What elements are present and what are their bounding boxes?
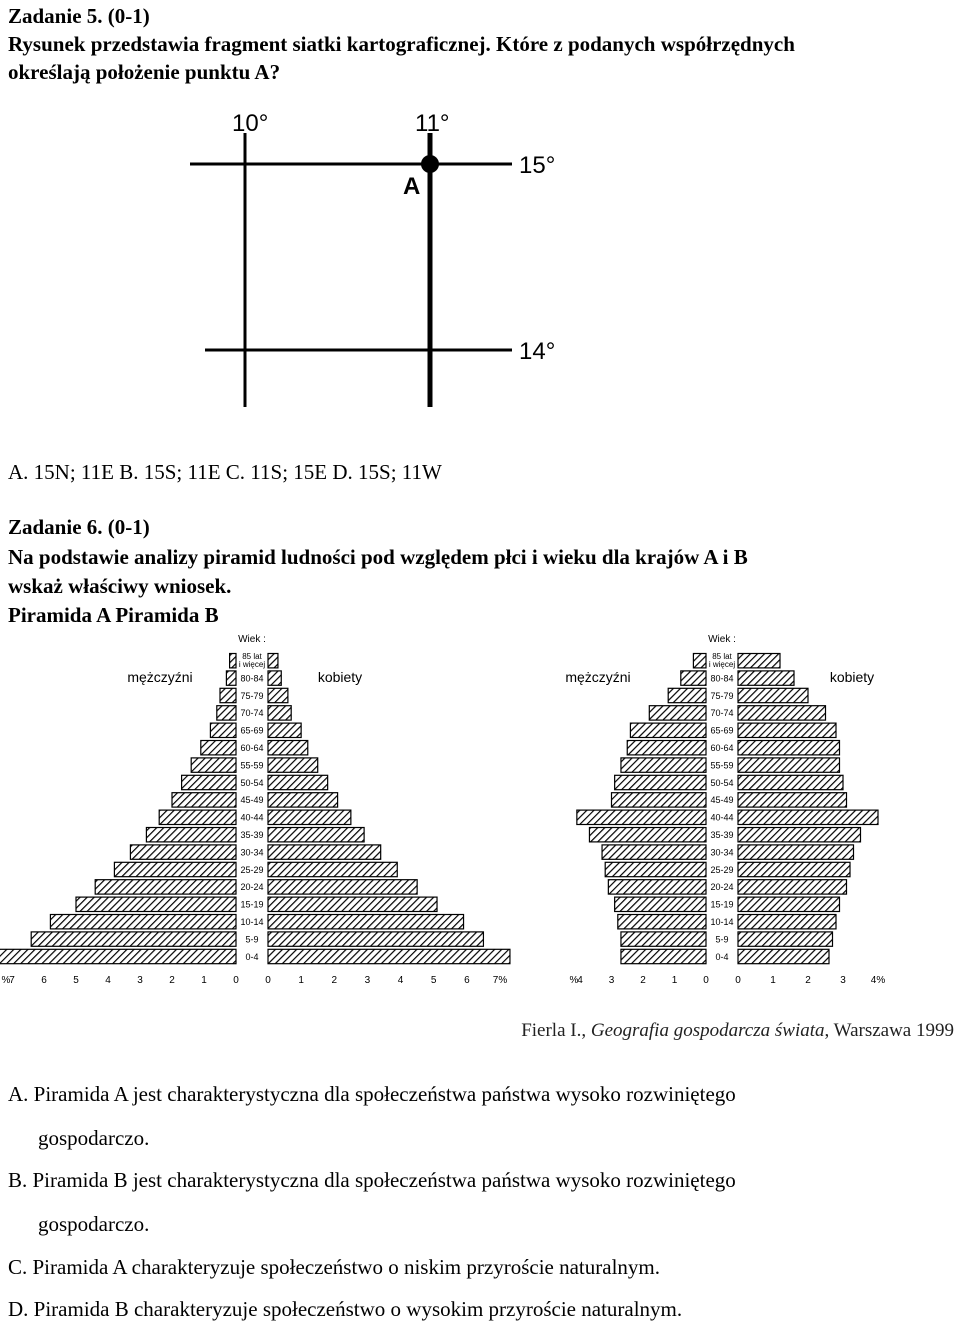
- bar-men-6: [191, 758, 236, 772]
- tick-right-0: 0: [265, 975, 271, 987]
- age-label-7: 50-54: [240, 777, 264, 788]
- bar-men-1: [226, 671, 236, 685]
- age-label-2: 75-79: [710, 690, 734, 701]
- age-label-14: 15-19: [710, 899, 734, 910]
- age-label-17: 0-4: [245, 951, 259, 962]
- bar-women-8: [738, 793, 847, 807]
- age-label-5: 60-64: [240, 743, 264, 753]
- bar-women-10: [738, 828, 861, 842]
- bar-women-9: [268, 810, 351, 824]
- task6-subtitle: Piramida A Piramida B: [8, 603, 219, 627]
- bar-men-3: [217, 706, 236, 720]
- bar-men-12: [114, 862, 236, 876]
- bar-women-7: [268, 775, 328, 789]
- tick-left-0: %: [1, 975, 11, 987]
- bar-men-0: [230, 654, 236, 668]
- age-label-4: 65-69: [710, 725, 734, 736]
- tick-right-5: 5: [430, 975, 437, 987]
- bar-women-16: [268, 932, 483, 946]
- bar-women-0: [738, 654, 780, 668]
- credit-author: Fierla I.,: [521, 1020, 591, 1041]
- age-label-6: 55-59: [240, 760, 264, 771]
- tick-left-3: 5: [73, 975, 79, 987]
- bar-men-14: [615, 897, 706, 911]
- point-a-label: A: [403, 173, 421, 200]
- age-label-14: 15-19: [240, 899, 264, 910]
- bar-men-4: [630, 723, 706, 737]
- age-label-17: 0-4: [715, 951, 729, 962]
- bar-men-7: [615, 775, 706, 789]
- age-label-6: 55-59: [710, 760, 734, 771]
- age-label-1: 80-84: [710, 673, 734, 684]
- task5-title: Zadanie 5. (0-1): [8, 4, 150, 28]
- task5-question-line1: Rysunek przedstawia fragment siatki kartograficznej. Które z podanych współrzędnych: [8, 32, 795, 56]
- tick-right-2: 2: [805, 975, 811, 987]
- bar-men-15: [50, 915, 236, 929]
- bar-women-5: [268, 741, 308, 755]
- bar-men-13: [608, 880, 706, 894]
- option-b-line1: B. Piramida B jest charakterystyczna dla społeczeństwa państwa wysoko rozwiniętego: [8, 1168, 736, 1192]
- bar-men-8: [612, 793, 707, 807]
- tick-right-0: 0: [735, 975, 741, 987]
- tick-right-4: 4%: [870, 975, 886, 987]
- bar-men-9: [159, 810, 236, 824]
- bar-men-2: [668, 688, 706, 702]
- age-label-9: 40-44: [240, 812, 264, 823]
- bar-women-1: [268, 671, 281, 685]
- bar-men-8: [172, 793, 236, 807]
- age-label-5: 60-64: [710, 743, 734, 753]
- women-label: kobiety: [829, 669, 875, 685]
- men-label: mężczyźni: [127, 669, 193, 685]
- tick-left-8: 0: [233, 975, 239, 987]
- bar-men-4: [210, 723, 236, 737]
- bar-women-3: [738, 706, 826, 720]
- option-d-line1: D. Piramida B charakteryzuje społeczeństwo o wysokim przyroście naturalnym.: [8, 1297, 683, 1321]
- tick-left-4: 1: [671, 975, 678, 987]
- bar-women-4: [738, 723, 836, 737]
- bar-women-13: [268, 880, 417, 894]
- tick-right-1: 1: [298, 975, 304, 987]
- bar-women-6: [738, 758, 840, 772]
- age-label-7: 50-54: [710, 777, 734, 788]
- bar-men-7: [182, 775, 236, 789]
- option-a-line2: gospodarczo.: [38, 1126, 150, 1150]
- bar-women-5: [738, 741, 840, 755]
- bar-women-9: [738, 810, 878, 824]
- source-credit: [521, 1020, 954, 1042]
- tick-right-4: 4: [397, 975, 404, 987]
- bar-women-2: [268, 688, 288, 702]
- men-label: mężczyźni: [565, 669, 631, 685]
- pyramid-b-chart: [540, 630, 960, 1010]
- tick-left-5: 0: [703, 975, 709, 987]
- tick-right-7: 7%: [492, 975, 508, 987]
- tick-right-6: 6: [464, 975, 470, 987]
- bar-women-11: [738, 845, 854, 859]
- bar-men-16: [31, 932, 236, 946]
- bar-men-14: [76, 897, 236, 911]
- bar-men-16: [621, 932, 706, 946]
- cartographic-grid: [0, 95, 960, 415]
- age-label-1: 80-84: [240, 673, 264, 684]
- age-label-13: 20-24: [240, 882, 264, 893]
- tick-left-4: 4: [105, 975, 111, 987]
- bar-women-16: [738, 932, 833, 946]
- bar-women-12: [268, 862, 397, 876]
- women-label: kobiety: [317, 669, 363, 685]
- bar-men-0: [693, 654, 706, 668]
- age-label-9: 40-44: [710, 812, 734, 823]
- bar-women-8: [268, 793, 338, 807]
- credit-rest: , Warszawa 1999: [824, 1020, 954, 1041]
- age-header: Wiek :: [238, 634, 266, 645]
- lon-label-10: 10°: [232, 110, 269, 137]
- tick-right-3: 3: [364, 975, 371, 987]
- bar-women-15: [738, 915, 836, 929]
- bar-women-1: [738, 671, 794, 685]
- tick-left-2: 3: [608, 975, 615, 987]
- bar-women-0: [268, 654, 278, 668]
- bar-men-17: [621, 949, 706, 963]
- bar-men-5: [201, 741, 236, 755]
- task6-title: Zadanie 6. (0-1): [8, 515, 150, 539]
- task6-question-line2: wskaż właściwy wniosek.: [8, 574, 232, 598]
- age-label-3: 70-74: [710, 708, 734, 719]
- tick-left-3: 2: [640, 975, 646, 987]
- lat-label-15: 15°: [519, 152, 556, 179]
- age-label-2: 75-79: [240, 690, 264, 701]
- bar-women-10: [268, 828, 364, 842]
- bar-men-10: [589, 828, 706, 842]
- tick-left-2: 6: [41, 975, 47, 987]
- age-label-8: 45-49: [240, 795, 264, 806]
- age-label-8: 45-49: [710, 795, 734, 806]
- task6-question-line1: Na podstawie analizy piramid ludności pod względem płci i wieku dla krajów A i B: [8, 545, 748, 569]
- age-label-4: 65-69: [240, 725, 264, 736]
- age-label-10: 35-39: [710, 830, 734, 840]
- bar-women-7: [738, 775, 843, 789]
- bar-women-6: [268, 758, 318, 772]
- age-label-0: 85 lat: [712, 652, 732, 661]
- bar-men-11: [602, 845, 706, 859]
- bar-men-2: [220, 688, 236, 702]
- age-label-12: 25-29: [240, 864, 264, 875]
- age-label-0-b: i więcej: [238, 660, 266, 669]
- age-label-0-b: i więcej: [708, 660, 736, 669]
- bar-women-2: [738, 688, 808, 702]
- bar-men-17: [0, 949, 236, 963]
- bar-women-17: [738, 949, 829, 963]
- bar-men-6: [621, 758, 706, 772]
- age-header: Wiek :: [708, 634, 736, 645]
- bar-men-5: [627, 741, 706, 755]
- age-label-12: 25-29: [710, 864, 734, 875]
- bar-men-10: [146, 828, 236, 842]
- bar-men-13: [95, 880, 236, 894]
- bar-men-3: [649, 706, 706, 720]
- bar-women-3: [268, 706, 291, 720]
- bar-women-12: [738, 862, 850, 876]
- bar-women-17: [268, 949, 510, 963]
- task5-question-line2: określają położenie punktu A?: [8, 60, 281, 84]
- tick-right-3: 3: [840, 975, 846, 987]
- option-a-line1: A. Piramida A jest charakterystyczna dla społeczeństwa państwa wysoko rozwiniętego: [8, 1082, 736, 1106]
- tick-right-1: 1: [770, 975, 776, 987]
- age-label-3: 70-74: [240, 708, 264, 719]
- lon-label-11: 11°: [415, 110, 450, 137]
- tick-left-7: 1: [201, 975, 207, 987]
- bar-women-11: [268, 845, 381, 859]
- task5-answers: A. 15N; 11E B. 15S; 11E C. 11S; 15E D. 15S; 11W: [8, 460, 442, 484]
- age-label-15: 10-14: [240, 917, 264, 927]
- tick-left-6: 2: [169, 975, 175, 987]
- tick-left-1: 7: [9, 975, 15, 987]
- bar-men-1: [681, 671, 706, 685]
- age-label-13: 20-24: [710, 882, 734, 893]
- age-label-16: 5-9: [245, 934, 259, 945]
- credit-title: Geografia gospodarcza świata: [590, 1020, 825, 1041]
- age-label-10: 35-39: [240, 830, 264, 840]
- age-label-11: 30-34: [240, 847, 264, 858]
- option-b-line2: gospodarczo.: [38, 1212, 150, 1236]
- bar-women-4: [268, 723, 301, 737]
- bar-women-14: [738, 897, 840, 911]
- bar-men-15: [618, 915, 706, 929]
- bar-women-14: [268, 897, 437, 911]
- age-label-11: 30-34: [710, 847, 734, 858]
- tick-right-2: 2: [331, 975, 338, 987]
- pyramid-a-chart: [0, 630, 520, 1010]
- lat-label-14: 14°: [519, 338, 556, 365]
- option-c-line1: C. Piramida A charakteryzuje społeczeństwo o niskim przyroście naturalnym.: [8, 1255, 660, 1279]
- bar-women-13: [738, 880, 847, 894]
- bar-men-11: [130, 845, 236, 859]
- point-a-marker: [421, 155, 439, 173]
- tick-left-1: 4: [577, 975, 583, 987]
- tick-left-5: 3: [137, 975, 143, 987]
- bar-women-15: [268, 915, 464, 929]
- bar-men-9: [577, 810, 706, 824]
- age-label-0: 85 lat: [242, 652, 262, 661]
- age-label-16: 5-9: [715, 934, 729, 945]
- bar-men-12: [605, 862, 706, 876]
- age-label-15: 10-14: [710, 917, 734, 927]
- tick-left-0: %: [569, 975, 579, 987]
